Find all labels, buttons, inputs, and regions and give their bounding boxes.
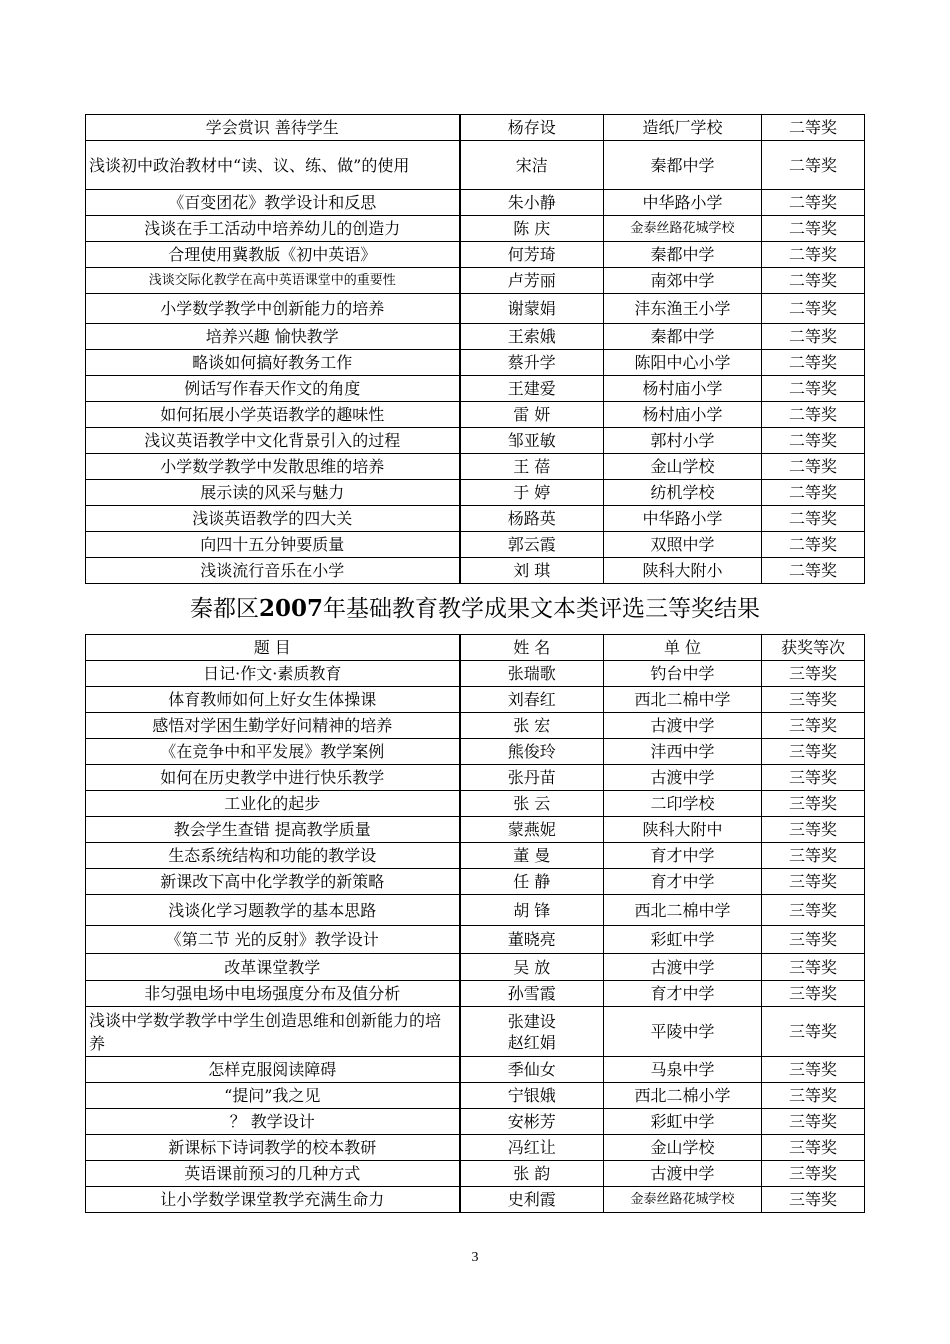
cell-name: 郭云霞 [460, 532, 604, 558]
cell-title: 例话写作春天作文的角度 [86, 376, 460, 402]
cell-name: 张 韵 [460, 1161, 604, 1187]
header-award: 获奖等次 [762, 635, 865, 661]
cell-title: 日记·作文·素质教育 [86, 661, 460, 687]
table-row [86, 454, 865, 480]
cell-name: 冯红让 [460, 1135, 604, 1161]
cell-name: 宁银娥 [460, 1083, 604, 1109]
cell-name: 胡 锋 [460, 895, 604, 926]
cell-unit: 郭村小学 [604, 428, 762, 454]
table-row [86, 350, 865, 376]
table-row [86, 1161, 865, 1187]
cell-name: 董晓亮 [460, 926, 604, 954]
cell-title: 浅谈化学习题教学的基本思路 [86, 895, 460, 926]
cell-name: 朱小静 [460, 190, 604, 216]
cell-unit: 西北二棉小学 [604, 1083, 762, 1109]
cell-unit: 陈阳中心小学 [604, 350, 762, 376]
table-row [86, 981, 865, 1007]
cell-unit: 育才中学 [604, 869, 762, 895]
cell-unit: 中华路小学 [604, 190, 762, 216]
cell-unit: 西北二棉中学 [604, 687, 762, 713]
cell-title: 小学数学教学中发散思维的培养 [86, 454, 460, 480]
table-row [86, 558, 865, 584]
table-row [86, 926, 865, 954]
table-row [86, 1109, 865, 1135]
cell-title: ？ 教学设计 [86, 1109, 460, 1135]
cell-title: 《第二节 光的反射》教学设计 [86, 926, 460, 954]
cell-name: 王索娥 [460, 324, 604, 350]
cell-name: 刘 琪 [460, 558, 604, 584]
cell-title: 向四十五分钟要质量 [86, 532, 460, 558]
cell-unit: 西北二棉中学 [604, 895, 762, 926]
cell-award: 三等奖 [762, 1135, 865, 1161]
cell-award: 三等奖 [762, 981, 865, 1007]
cell-title: 非匀强电场中电场强度分布及值分析 [86, 981, 460, 1007]
cell-name: 雷 妍 [460, 402, 604, 428]
cell-name: 邹亚敏 [460, 428, 604, 454]
table-row [86, 376, 865, 402]
table-row [86, 843, 865, 869]
cell-name: 蔡升学 [460, 350, 604, 376]
cell-award: 二等奖 [762, 268, 865, 294]
cell-title: 教会学生查错 提高教学质量 [86, 817, 460, 843]
cell-award: 三等奖 [762, 1161, 865, 1187]
cell-title: 体育教师如何上好女生体操课 [86, 687, 460, 713]
cell-unit: 金泰丝路花城学校 [604, 1187, 762, 1213]
cell-unit: 彩虹中学 [604, 926, 762, 954]
cell-award: 三等奖 [762, 1057, 865, 1083]
cell-unit: 陕科大附中 [604, 817, 762, 843]
table-row [86, 216, 865, 242]
cell-name: 张瑞歌 [460, 661, 604, 687]
cell-unit: 金山学校 [604, 1135, 762, 1161]
cell-title: 改革课堂教学 [86, 954, 460, 981]
cell-unit: 平陵中学 [604, 1007, 762, 1057]
table-row [86, 713, 865, 739]
cell-award: 三等奖 [762, 1007, 865, 1057]
cell-award: 二等奖 [762, 506, 865, 532]
cell-name: 张丹苗 [460, 765, 604, 791]
cell-title: 浅谈初中政治教材中“读、议、练、做”的使用 [86, 141, 460, 190]
cell-title: 培养兴趣 愉快教学 [86, 324, 460, 350]
cell-title: 浅谈英语教学的四大关 [86, 506, 460, 532]
cell-name: 于 婷 [460, 480, 604, 506]
cell-award: 三等奖 [762, 843, 865, 869]
table-row [86, 687, 865, 713]
cell-unit: 秦都中学 [604, 324, 762, 350]
cell-award: 三等奖 [762, 1109, 865, 1135]
heading-suffix: 年基础教育教学成果文本类评选三等奖结果 [323, 596, 760, 622]
third-prize-table [85, 634, 865, 1213]
table-row [86, 661, 865, 687]
table-row [86, 294, 865, 324]
table-header-row [86, 635, 865, 661]
cell-unit: 育才中学 [604, 981, 762, 1007]
cell-name: 王 蓓 [460, 454, 604, 480]
cell-award: 二等奖 [762, 115, 865, 141]
cell-title: 小学数学教学中创新能力的培养 [86, 294, 460, 324]
cell-name: 季仙女 [460, 1057, 604, 1083]
table-row [86, 791, 865, 817]
cell-unit: 沣西中学 [604, 739, 762, 765]
cell-title: 浅谈流行音乐在小学 [86, 558, 460, 584]
table-row [86, 869, 865, 895]
cell-award: 二等奖 [762, 324, 865, 350]
cell-name: 卢芳丽 [460, 268, 604, 294]
cell-award: 二等奖 [762, 350, 865, 376]
header-name: 姓 名 [460, 635, 604, 661]
cell-unit: 沣东渔王小学 [604, 294, 762, 324]
cell-title: 浅谈交际化教学在高中英语课堂中的重要性 [86, 268, 460, 294]
table-row [86, 190, 865, 216]
table-row [86, 1007, 865, 1057]
cell-name: 董 曼 [460, 843, 604, 869]
cell-award: 三等奖 [762, 1083, 865, 1109]
cell-name: 谢蒙娟 [460, 294, 604, 324]
table-row [86, 1083, 865, 1109]
table-row [86, 141, 865, 190]
cell-title: 浅谈中学数学教学中学生创造思维和创新能力的培养 [86, 1007, 460, 1057]
cell-title: 工业化的起步 [86, 791, 460, 817]
cell-award: 三等奖 [762, 739, 865, 765]
header-title: 题 目 [86, 635, 460, 661]
cell-award: 二等奖 [762, 454, 865, 480]
cell-unit: 古渡中学 [604, 1161, 762, 1187]
cell-unit: 秦都中学 [604, 141, 762, 190]
cell-name: 吴 放 [460, 954, 604, 981]
heading-year: 2007 [258, 595, 323, 622]
cell-title: 如何在历史教学中进行快乐教学 [86, 765, 460, 791]
table-row [86, 1187, 865, 1213]
cell-title: 生态系统结构和功能的教学设 [86, 843, 460, 869]
table-row [86, 402, 865, 428]
table-row [86, 532, 865, 558]
cell-title: 感悟对学困生勤学好问精神的培养 [86, 713, 460, 739]
cell-title: “提问”我之见 [86, 1083, 460, 1109]
cell-name: 蒙燕妮 [460, 817, 604, 843]
cell-name: 史利霞 [460, 1187, 604, 1213]
cell-award: 三等奖 [762, 817, 865, 843]
cell-title: 让小学数学课堂教学充满生命力 [86, 1187, 460, 1213]
cell-name: 孙雪霞 [460, 981, 604, 1007]
cell-title: 《百变团花》教学设计和反思 [86, 190, 460, 216]
cell-title: 浅谈在手工活动中培养幼儿的创造力 [86, 216, 460, 242]
cell-award: 二等奖 [762, 216, 865, 242]
cell-name: 王建爱 [460, 376, 604, 402]
cell-name: 刘春红 [460, 687, 604, 713]
cell-unit: 秦都中学 [604, 242, 762, 268]
cell-award: 二等奖 [762, 428, 865, 454]
cell-unit: 金泰丝路花城学校 [604, 216, 762, 242]
cell-title: 英语课前预习的几种方式 [86, 1161, 460, 1187]
cell-name: 任 静 [460, 869, 604, 895]
cell-award: 三等奖 [762, 687, 865, 713]
cell-title: 《在竞争中和平发展》教学案例 [86, 739, 460, 765]
header-unit: 单 位 [604, 635, 762, 661]
cell-unit: 金山学校 [604, 454, 762, 480]
cell-title: 怎样克服阅读障碍 [86, 1057, 460, 1083]
cell-unit: 中华路小学 [604, 506, 762, 532]
cell-name: 张 宏 [460, 713, 604, 739]
cell-unit: 纺机学校 [604, 480, 762, 506]
cell-title: 新课改下高中化学教学的新策略 [86, 869, 460, 895]
table-row [86, 506, 865, 532]
cell-unit: 古渡中学 [604, 713, 762, 739]
cell-award: 三等奖 [762, 869, 865, 895]
table-row [86, 1135, 865, 1161]
cell-award: 三等奖 [762, 926, 865, 954]
table-row [86, 954, 865, 981]
table-row [86, 480, 865, 506]
cell-name: 何芳琦 [460, 242, 604, 268]
second-prize-table [85, 114, 865, 584]
cell-unit: 杨村庙小学 [604, 376, 762, 402]
cell-unit: 双照中学 [604, 532, 762, 558]
cell-award: 三等奖 [762, 954, 865, 981]
cell-award: 三等奖 [762, 765, 865, 791]
table-row [86, 817, 865, 843]
cell-award: 二等奖 [762, 532, 865, 558]
cell-name: 张建设 赵红娟 [460, 1007, 604, 1057]
cell-name: 陈 庆 [460, 216, 604, 242]
cell-award: 三等奖 [762, 713, 865, 739]
cell-unit: 陕科大附小 [604, 558, 762, 584]
table-row [86, 739, 865, 765]
cell-name: 宋洁 [460, 141, 604, 190]
table-row [86, 242, 865, 268]
cell-unit: 钓台中学 [604, 661, 762, 687]
cell-unit: 二印学校 [604, 791, 762, 817]
cell-title: 如何拓展小学英语教学的趣味性 [86, 402, 460, 428]
third-prize-heading [0, 590, 950, 623]
cell-award: 二等奖 [762, 190, 865, 216]
cell-title: 新课标下诗词教学的校本教研 [86, 1135, 460, 1161]
cell-title: 合理使用冀教版《初中英语》 [86, 242, 460, 268]
cell-award: 三等奖 [762, 1187, 865, 1213]
cell-award: 二等奖 [762, 242, 865, 268]
page-number: 3 [471, 1250, 479, 1265]
cell-award: 三等奖 [762, 661, 865, 687]
cell-award: 二等奖 [762, 480, 865, 506]
heading-prefix: 秦都区 [189, 596, 259, 622]
table-row [86, 428, 865, 454]
cell-unit: 古渡中学 [604, 765, 762, 791]
cell-title: 展示读的风采与魅力 [86, 480, 460, 506]
cell-award: 二等奖 [762, 376, 865, 402]
cell-award: 二等奖 [762, 141, 865, 190]
cell-unit: 杨村庙小学 [604, 402, 762, 428]
cell-name: 张 云 [460, 791, 604, 817]
cell-unit: 马泉中学 [604, 1057, 762, 1083]
cell-title: 学会赏识 善待学生 [86, 115, 460, 141]
table-row [86, 1057, 865, 1083]
cell-award: 二等奖 [762, 558, 865, 584]
cell-unit: 南郊中学 [604, 268, 762, 294]
cell-name: 安彬芳 [460, 1109, 604, 1135]
cell-award: 二等奖 [762, 294, 865, 324]
table-row [86, 765, 865, 791]
cell-award: 三等奖 [762, 895, 865, 926]
cell-name: 杨路英 [460, 506, 604, 532]
table-row [86, 268, 865, 294]
cell-award: 二等奖 [762, 402, 865, 428]
cell-unit: 古渡中学 [604, 954, 762, 981]
table-row [86, 115, 865, 141]
cell-unit: 彩虹中学 [604, 1109, 762, 1135]
cell-unit: 育才中学 [604, 843, 762, 869]
cell-title: 浅议英语教学中文化背景引入的过程 [86, 428, 460, 454]
cell-name: 杨存设 [460, 115, 604, 141]
cell-title: 略谈如何搞好教务工作 [86, 350, 460, 376]
cell-award: 三等奖 [762, 791, 865, 817]
cell-unit: 造纸厂学校 [604, 115, 762, 141]
table-row [86, 324, 865, 350]
cell-name: 熊俊玲 [460, 739, 604, 765]
table-row [86, 895, 865, 926]
